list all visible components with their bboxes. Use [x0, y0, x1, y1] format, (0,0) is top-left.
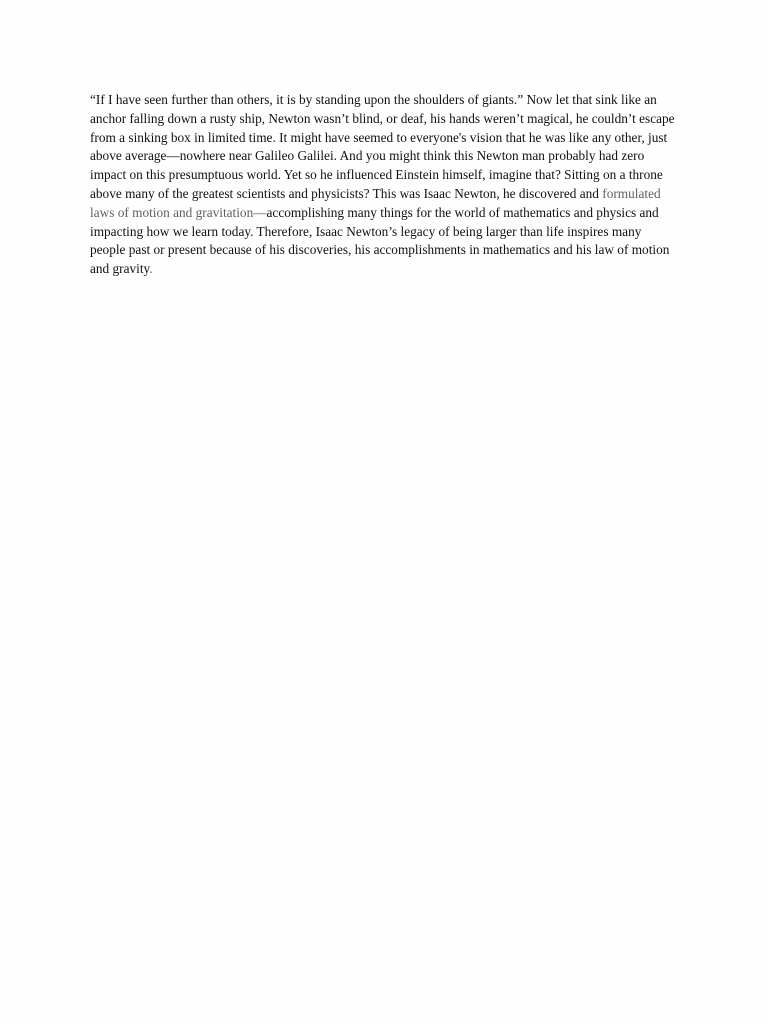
paragraph-highlight-text: formulated laws of motion and gravitation—: [90, 185, 661, 220]
paragraph-text-end: accomplishing many things for the world of mathematics and physics and impacting how we learn today. Therefore, Isaac Newton’s legacy of being larger than life inspires many people past or present because of his discoveries, his accomplishments in mathematics and his law of motion and gravity: [90, 204, 670, 277]
body-paragraph: [90, 91, 680, 279]
paragraph-final-period: .: [149, 261, 153, 277]
paragraph-text-start: “If I have seen further than others, it is by standing upon the shoulders of giants.” Now let that sink like an anchor falling down a rusty ship, Newton wasn’t blind, or deaf, his hands weren’t magical, he couldn’t escape from a sinking box in limited time. It might have seemed to everyone's vision that he was like any other, just above average—nowhere near Galileo Galilei. And you might think this Newton man probably had zero impact on this presumptuous world. Yet so he influenced Einstein himself, imagine that? Sitting on a throne above many of the greatest scientists and physicists? This was Isaac Newton, he discovered and: [90, 92, 675, 201]
